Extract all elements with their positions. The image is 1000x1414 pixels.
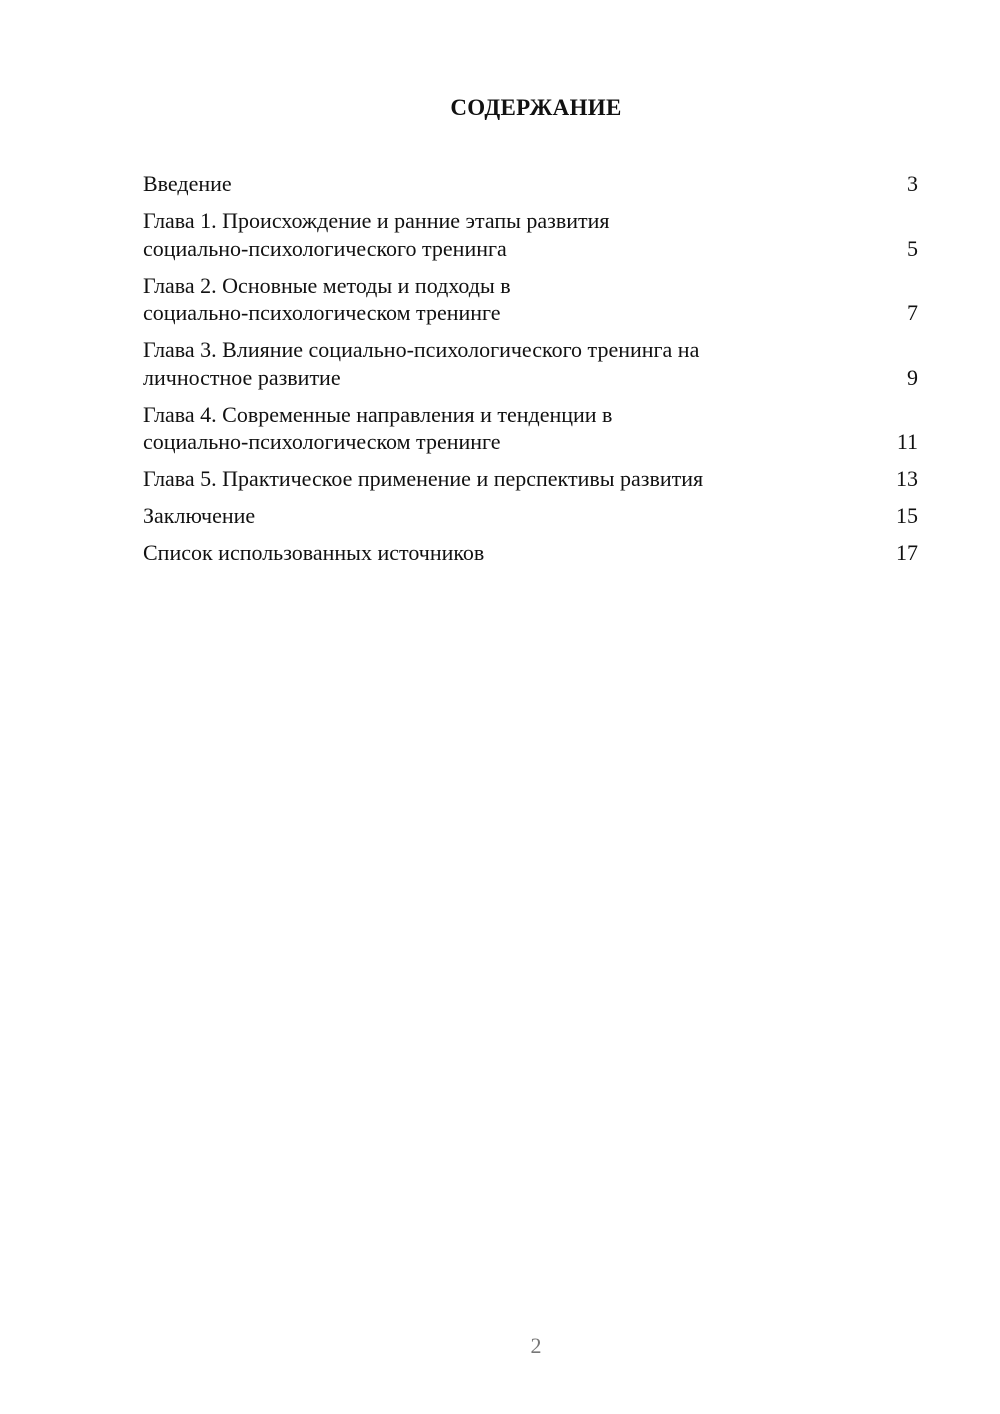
toc-entry-title	[143, 336, 699, 391]
page-title: СОДЕРЖАНИЕ	[450, 95, 622, 120]
toc-entry-chapter-5[interactable]	[143, 465, 918, 493]
toc-entry-line: Список использованных источников	[143, 540, 485, 565]
toc-entry-line: Глава 3. Влияние социально-психологического тренинга на	[143, 337, 700, 362]
table-of-contents	[143, 170, 918, 576]
toc-entry-page: 9	[907, 364, 918, 390]
toc-entry-line: социально-психологического тренинга	[143, 235, 507, 261]
toc-entry-page: 13	[896, 466, 918, 491]
toc-entry-title	[143, 170, 232, 198]
page-number: 2	[530, 1333, 542, 1358]
toc-entry-page: 11	[896, 429, 918, 454]
toc-entry-line: Глава 1. Происхождение и ранние этапы развития	[143, 208, 610, 233]
toc-entry-references[interactable]	[143, 539, 918, 567]
toc-entry-line: социально-психологическом тренинге	[143, 429, 501, 454]
toc-entry-chapter-4[interactable]	[143, 401, 918, 456]
toc-entry-line: социально-психологическом тренинге	[143, 300, 501, 325]
toc-entry-page: 3	[907, 171, 918, 196]
toc-entry-page: 7	[907, 300, 918, 325]
toc-entry-title	[143, 272, 511, 327]
toc-entry-title	[143, 465, 703, 493]
toc-entry-line: Заключение	[143, 503, 256, 528]
toc-entry-chapter-3[interactable]	[143, 336, 918, 391]
toc-entry-page: 17	[896, 540, 918, 565]
toc-entry-chapter-1[interactable]	[143, 207, 918, 262]
toc-entry-line: Глава 2. Основные методы и подходы в	[143, 272, 511, 298]
toc-entry-chapter-2[interactable]	[143, 272, 918, 327]
toc-entry-line: Глава 5. Практическое применение и перспективы развития	[143, 466, 704, 491]
toc-entry-title	[143, 401, 612, 456]
toc-entry-title	[143, 207, 610, 262]
toc-entry-introduction[interactable]	[143, 170, 918, 198]
toc-entry-page: 5	[907, 235, 918, 261]
toc-entry-page: 15	[896, 503, 918, 528]
toc-entry-title	[143, 539, 484, 567]
toc-entry-conclusion[interactable]	[143, 502, 918, 530]
toc-entry-line: Введение	[143, 171, 232, 196]
toc-entry-line: личностное развитие	[143, 364, 341, 390]
toc-entry-title	[143, 502, 255, 530]
toc-entry-line: Глава 4. Современные направления и тенденции в	[143, 401, 613, 427]
